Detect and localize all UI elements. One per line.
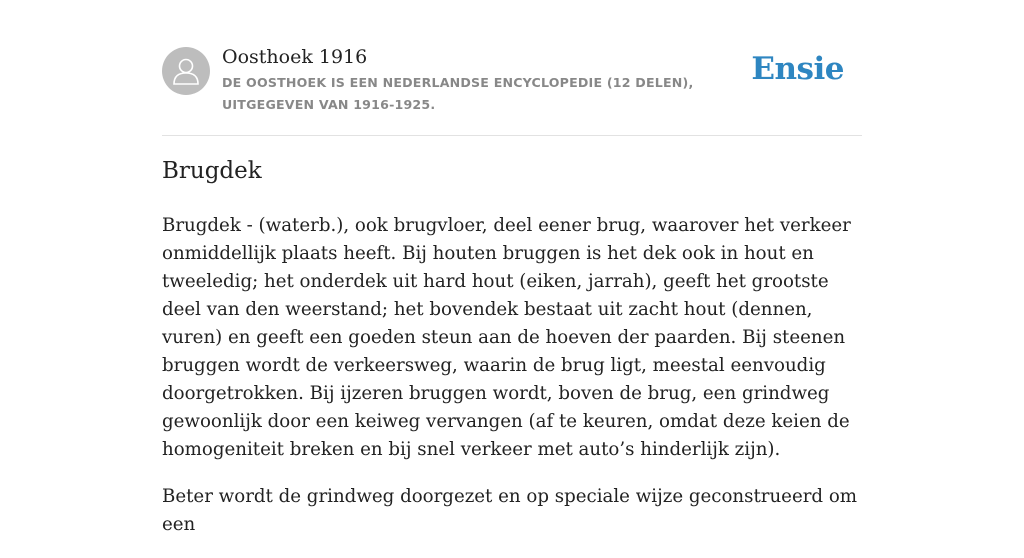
entry-paragraph: Brugdek - (waterb.), ook brugvloer, deel eener brug, waarover het verkeer onmiddellijk plaats heeft. Bij houten bruggen is het dek ook in hout en tweeledig; het onderdek uit hard hout (eiken, jarrah), geeft het grootste deel van den weerstand; het bovendek bestaat uit zacht hout (dennen, vuren) en geeft een goeden steun aan de hoeven der paarden. Bij steenen bruggen wordt de verkeersweg, waarin de brug ligt, meestal eenvoudig doorgetrokken. Bij ijzeren bruggen wordt, boven de brug, een grindweg gewoonlijk door een keiweg vervangen (af te keuren, omdat deze keien de homogeniteit breken en bij snel verkeer met auto’s hinderlijk zijn).	[162, 215, 851, 460]
source-title[interactable]: Oosthoek 1916	[222, 46, 368, 68]
ensie-logo[interactable]: Ensie	[751, 51, 844, 87]
user-icon	[172, 56, 200, 86]
source-header	[162, 46, 862, 118]
source-avatar[interactable]	[162, 47, 210, 95]
source-description: DE OOSTHOEK IS EEN NEDERLANDSE ENCYCLOPEDIE (12 DELEN), UITGEGEVEN VAN 1916-1925.	[222, 75, 694, 112]
entry-body	[162, 212, 867, 558]
entry-title: Brugdek	[162, 158, 262, 184]
header-divider	[162, 135, 862, 136]
entry-paragraph: Beter wordt de grindweg doorgezet en op speciale wijze geconstrueerd om een	[162, 486, 858, 535]
